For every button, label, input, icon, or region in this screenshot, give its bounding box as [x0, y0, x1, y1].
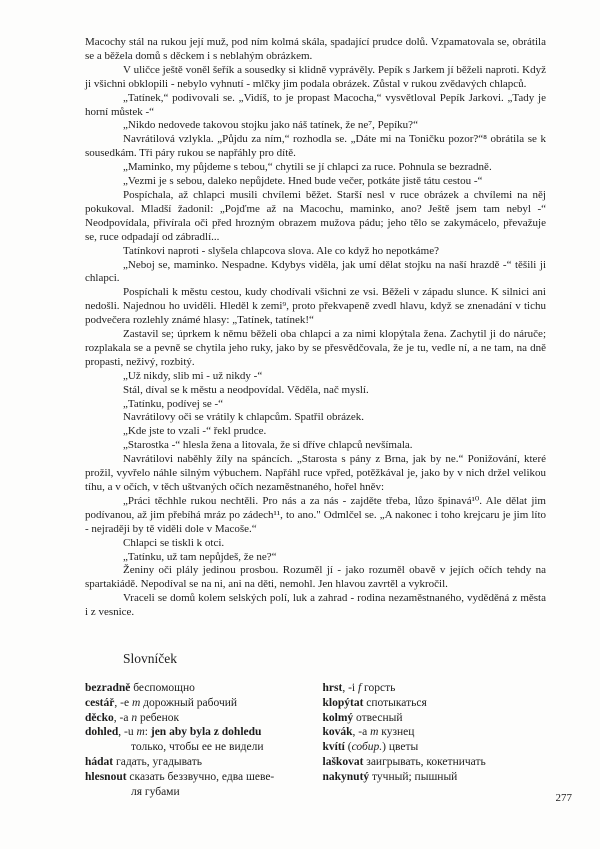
- vocab-headword: děcko: [85, 711, 114, 724]
- vocab-translation: гадать, угадывать: [113, 755, 203, 768]
- vocab-gender: n: [131, 711, 138, 724]
- vocab-bold-phrase: jen aby byla z dohledu: [150, 726, 262, 739]
- vocab-headword: nakynutý: [322, 770, 370, 783]
- story-paragraph: „Kde jste to vzali -“ řekl prudce.: [123, 425, 267, 438]
- story-text: [85, 36, 546, 620]
- vocab-inflection: , -e: [114, 696, 132, 709]
- vocab-translation: кузнец: [378, 726, 415, 739]
- vocab-translation: отвесный: [353, 711, 403, 724]
- vocabulary-heading: Slovníček: [123, 651, 177, 666]
- story-paragraph: „Maminko, my půjdeme s tebou,“ chytili se jí chlapci za ruce. Pohnula se bezradně.: [123, 161, 492, 174]
- vocab-translation: горсть: [361, 682, 396, 694]
- vocab-entry: [85, 681, 309, 696]
- vocab-inflection: (: [344, 741, 352, 754]
- vocab-continuation: ля губами: [131, 785, 180, 798]
- story-paragraph: Zastavil se; úprkem k němu běželi oba chlapci a za nimi klopýtala žena. Zachytil ji do náruče; rozplakala se a pevně se chytila jeho ruky, jako by se přesvědčovala, že je tu, vedle ní, a ne tam, na dně propasti, neživý, rozbitý.: [85, 328, 546, 368]
- vocab-entry: [85, 725, 309, 755]
- vocab-entry: [323, 740, 547, 755]
- vocab-entry: [323, 681, 547, 696]
- vocabulary-column-left: [85, 681, 309, 799]
- vocab-translation: ребенок: [137, 711, 180, 724]
- vocab-entry: [323, 755, 547, 770]
- story-paragraph: Pospíchali k městu cestou, kudy chodívali všichni ze vsi. Běželi v západu slunce. K silnici ani nedošli. Najednou ho uviděli. Hleděl k zemi⁹, proto překvapeně zvedl hlavu, když se znenadání v tichu podvečera rozlehly známé hlasy: „Tatínek, tatínek!“: [85, 286, 546, 327]
- vocab-translation: спотыкаться: [363, 696, 427, 709]
- vocab-inflection: , -i: [342, 682, 358, 694]
- vocab-gender: f: [357, 682, 362, 694]
- vocab-headword: dohled: [85, 726, 119, 739]
- story-paragraph: „Tatínku, už tam nepůjdeš, že ne?“: [123, 550, 277, 563]
- story-paragraph: Navrátilovi naběhly žíly na spáncích. „Starosta s pány z Brna, jak by ne.“ Ponižování, které prožil, vyvřelo náhle silným výbuchem. Napřáhl ruce vpřed, potěžkával je, jako by v nich držel velikou tíhu, a v očích, v těch uštvaných očích nezaměstnaného, hořel hněv:: [85, 453, 546, 493]
- vocab-gender: m: [370, 726, 379, 739]
- vocab-headword: klopýtat: [322, 696, 364, 709]
- vocab-headword: hlesnout: [85, 770, 127, 783]
- vocab-translation: :: [144, 726, 151, 739]
- vocab-headword: hádat: [85, 755, 114, 768]
- vocab-entry: [85, 770, 309, 800]
- vocab-entry: [323, 711, 547, 726]
- story-paragraph: Tatínkovi naproti - slyšela chlapcova slova. Ale co když ho nepotkáme?: [123, 244, 439, 257]
- vocab-inflection: , -a: [352, 726, 371, 739]
- vocab-translation: беспомощно: [130, 682, 195, 694]
- story-paragraph: „Nikdo nedovede takovou stojku jako náš tatínek, že ne⁷, Pepíku?“: [123, 119, 418, 132]
- vocab-inflection: , -a: [113, 711, 132, 724]
- vocab-gender: m: [136, 726, 145, 739]
- story-paragraph: Vraceli se domů kolem selských polí, luk a zahrad - rodina nezaměstnaného, vyděděná z města i z vesnice.: [85, 592, 546, 619]
- vocab-headword: kvítí: [322, 741, 345, 754]
- story-paragraph: „Starostka -“ hlesla žena a litovala, že si dříve chlapců nevšímala.: [123, 439, 413, 452]
- vocab-headword: kovák: [322, 726, 353, 739]
- story-paragraph: Chlapci se tiskli k otci.: [123, 536, 225, 549]
- story-paragraph: „Tatínku, podívej se -“: [123, 397, 224, 410]
- vocab-translation: тучный; пышный: [369, 770, 458, 783]
- vocab-entry: [85, 711, 309, 726]
- story-paragraph: „Práci těchhle rukou nechtěli. Pro nás a za nás - zajděte třeba, lůzo špinavá¹⁰. Ale dělat jim podívanou, až jim přebíhá mráz po zádech¹¹, to ano." Odmlčel se. „A nakonec i toho krejcaru je jim líto - nejraději by tě viděli dole v Macoše.“: [85, 494, 546, 535]
- vocabulary-list: [85, 681, 546, 799]
- vocab-translation: заигрывать, кокетничать: [363, 755, 486, 768]
- vocab-headword: hrst: [322, 682, 343, 694]
- vocab-entry: [323, 725, 547, 740]
- story-paragraph: „Tatínek,“ podivovali se. „Vidíš, to je propast Macocha,“ vysvětloval Pepík Jarkovi. „Tady je horní můstek -“: [85, 91, 546, 118]
- vocab-translation: сказать беззвучно, едва шеве-: [126, 770, 275, 783]
- story-paragraph: Pospíchala, až chlapci musili chvílemi běžet. Starší nesl v ruce obrázek a chvílemi na něj pokukoval. Mladší žadonil: „Pojďme až na Macochu, maminko, ano? Ještě jsem tam nebyl -“ Neodpovídala, přivírala oči před hrozným obrazem mužova pádu; jeho tělo se zakymácelo, převažuje se, ruce odpadají od zábradlí...: [85, 188, 546, 243]
- vocab-headword: bezradně: [85, 682, 131, 694]
- story-paragraph: Stál, díval se k městu a neodpovídal. Věděla, nač myslí.: [123, 383, 369, 396]
- vocab-continuation: только, чтобы ее не видели: [131, 741, 264, 754]
- vocab-gender: m: [131, 696, 141, 709]
- story-paragraph: „Už nikdy, slib mi - už nikdy -“: [123, 369, 263, 382]
- story-paragraph: Ženiny oči plály jedinou prosbou. Rozuměl jí - jako rozuměl obavě v jejích očích tehdy na spartakiádě. Nepodíval se na ni, ani na děti, nemohl. Jen hlavou zavrtěl a vykročil.: [85, 564, 546, 591]
- vocab-translation: дорожный рабочий: [140, 696, 238, 709]
- vocab-headword: cestář: [85, 696, 115, 709]
- vocabulary-column-right: [323, 681, 547, 799]
- vocab-entry: [85, 755, 309, 770]
- vocab-entry: [323, 696, 547, 711]
- story-paragraph: V uličce ještě voněl šeřík a sousedky si klidně vyprávěly. Pepík s Jarkem jí běželi naproti. Když ji všichni obklopili - nebylo vyhnutí - mlčky jim podala obrázek. Zůstal v rukou zvědavých chlapců.: [85, 63, 546, 90]
- vocab-translation: ) цветы: [382, 741, 419, 754]
- vocab-inflection: , -u: [118, 726, 137, 739]
- vocab-entry: [85, 696, 309, 711]
- vocab-entry: [323, 770, 547, 785]
- vocab-headword: laškovat: [322, 755, 364, 768]
- story-paragraph: „Neboj se, maminko. Nespadne. Kdybys viděla, jak umí dělat stojku na naší hrazdě -“ těšili ji chlapci.: [85, 258, 546, 285]
- story-paragraph: Navrátilovy oči se vrátily k chlapcům. Spatřil obrázek.: [123, 411, 365, 424]
- story-paragraph: Macochy stál na rukou její muž, pod ním kolmá skála, spadající prudce dolů. Vzpamatovala se, obrátila se a běžela domů s děckem i s neblahým obrázkem.: [85, 36, 546, 62]
- page-number: 277: [555, 792, 572, 804]
- vocab-gender: собир.: [351, 741, 383, 754]
- vocab-headword: kolmý: [322, 711, 354, 724]
- story-paragraph: Navrátilová vzlykla. „Půjdu za ním,“ rozhodla se. „Dáte mi na Toničku pozor?“⁸ obrátila se k sousedkám. Tři páry rukou se napřáhly pro dítě.: [85, 133, 546, 160]
- story-paragraph: „Vezmi je s sebou, daleko nepůjdete. Hned bude večer, potkáte jistě tátu cestou -“: [123, 175, 483, 188]
